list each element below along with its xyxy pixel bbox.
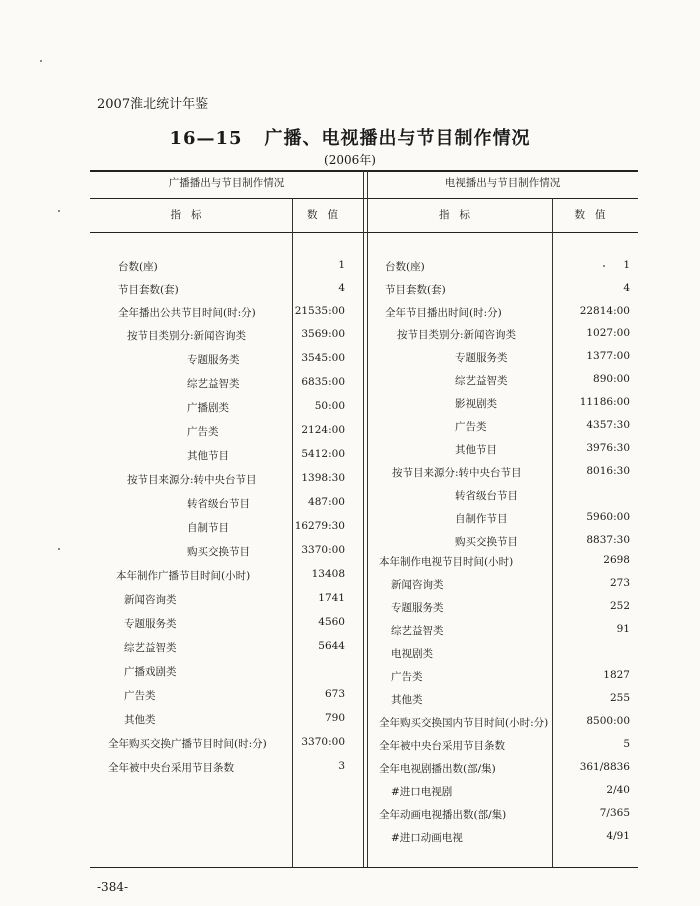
- row-label: 专题服务类: [455, 352, 508, 364]
- row-value: 1377:00: [586, 350, 630, 362]
- row-value: 8500:00: [586, 715, 630, 727]
- row-value: 252: [609, 600, 630, 612]
- row-label: 影视剧类: [455, 398, 497, 410]
- row-label: 节目套数(套): [385, 284, 446, 296]
- row-value: 4560: [318, 616, 345, 628]
- row-value: 4: [338, 282, 345, 294]
- row-label: 新闻咨询类: [391, 579, 444, 591]
- row-value: 1: [623, 259, 630, 271]
- row-value: 4/91: [606, 830, 630, 842]
- divider-line-b: [367, 170, 368, 867]
- row-value: 11186:00: [579, 396, 630, 408]
- row-value: 673: [324, 688, 345, 700]
- row-label: 专题服务类: [124, 618, 177, 630]
- row-value: 1741: [318, 592, 345, 604]
- tv-section-title: 电视播出与节目制作情况: [444, 177, 561, 189]
- row-label: 广播剧类: [187, 402, 229, 414]
- row-label: 按节目来源分:转中央台节目: [392, 467, 522, 479]
- row-value: 255: [609, 692, 630, 704]
- row-value: 361/8836: [579, 761, 630, 773]
- row-label: 综艺益智类: [391, 625, 444, 637]
- row-value: 890:00: [593, 373, 630, 385]
- row-value: 2698: [603, 554, 630, 566]
- table-number: 16—15: [169, 128, 243, 149]
- row-value: 3545:00: [301, 352, 345, 364]
- row-value: 6835:00: [301, 376, 345, 388]
- row-value: 3370:00: [301, 736, 345, 748]
- row-value: 1: [338, 259, 345, 271]
- row-value: 16279:30: [294, 520, 345, 532]
- page-number: -384-: [97, 880, 129, 894]
- row-value: 8837:30: [586, 534, 630, 546]
- row-label: 按节目来源分:转中央台节目: [127, 474, 257, 486]
- row-label: 自制作节目: [455, 513, 508, 525]
- row-label: 台数(座): [118, 261, 158, 273]
- row-value: 3976:30: [586, 442, 630, 454]
- row-label: 购买交换节目: [455, 536, 518, 548]
- row-value: 5412:00: [301, 448, 345, 460]
- row-value: 7/365: [599, 807, 630, 819]
- row-value: 22814:00: [579, 305, 630, 317]
- col-head-rule: [90, 232, 638, 233]
- row-value: 3370:00: [301, 544, 345, 556]
- scan-speck: [58, 210, 60, 212]
- row-label: 广播戏剧类: [124, 666, 177, 678]
- row-value: 5960:00: [586, 511, 630, 523]
- row-label: 转省级台节目: [455, 490, 518, 502]
- row-label: 全年购买交换广播节目时间(时:分): [108, 738, 267, 750]
- row-value: 4: [623, 282, 630, 294]
- row-value: 1027:00: [586, 327, 630, 339]
- row-label: 新闻咨询类: [124, 594, 177, 606]
- row-label: 按节目类别分:新闻咨询类: [127, 330, 247, 342]
- table-year: (2006年): [324, 153, 376, 167]
- row-label: 自制节目: [187, 522, 229, 534]
- section-head-rule: [90, 198, 638, 199]
- row-value: 3569:00: [301, 328, 345, 340]
- row-value: 1398:30: [301, 472, 345, 484]
- row-value: 4357:30: [586, 419, 630, 431]
- row-label: 本年制作广播节目时间(小时): [116, 570, 251, 582]
- row-label: 电视剧类: [391, 648, 433, 660]
- table-title-text: 广播、电视播出与节目制作情况: [264, 128, 531, 149]
- row-label: #进口动画电视: [391, 832, 463, 844]
- row-value: 13408: [311, 568, 345, 580]
- row-label: 其他节目: [187, 450, 229, 462]
- row-label: 全年动画电视播出数(部/集): [379, 809, 507, 821]
- scan-speck: [40, 60, 42, 62]
- row-value: 2124:00: [301, 424, 345, 436]
- tv-col-value: 数值: [574, 209, 616, 221]
- radio-col-indicator: 指标: [170, 209, 212, 221]
- row-value: 487:00: [308, 496, 345, 508]
- row-value: 8016:30: [586, 465, 630, 477]
- table-bottom-rule: [90, 867, 638, 868]
- table-title: [0, 124, 700, 150]
- radio-col-value: 数值: [307, 209, 348, 221]
- row-label: 专题服务类: [391, 602, 444, 614]
- row-label: 其他类: [124, 714, 156, 726]
- table-top-rule: [90, 170, 638, 172]
- row-label: 全年被中央台采用节目条数: [379, 740, 505, 752]
- row-label: 广告类: [124, 690, 156, 702]
- row-label: 全年播出公共节目时间(时:分): [118, 307, 256, 319]
- row-value: 790: [324, 712, 345, 724]
- statistics-table: [90, 170, 638, 867]
- row-label: 广告类: [455, 421, 487, 433]
- row-label: 全年购买交换国内节目时间(小时:分): [379, 717, 549, 729]
- divider-line-a: [363, 170, 364, 867]
- row-label: 全年电视剧播出数(部/集): [379, 763, 496, 775]
- row-value: 3: [338, 760, 345, 772]
- row-label: 本年制作电视节目时间(小时): [379, 556, 514, 568]
- row-label: 广告类: [391, 671, 423, 683]
- radio-section-title: 广播播出与节目制作情况: [168, 177, 285, 189]
- row-label: 全年节目播出时间(时:分): [385, 307, 502, 319]
- row-label: 综艺益智类: [455, 375, 508, 387]
- row-label: 台数(座): [385, 261, 425, 273]
- row-label: 全年被中央台采用节目条数: [108, 762, 234, 774]
- row-value: 5644: [318, 640, 345, 652]
- tv-col-divider: [552, 198, 553, 867]
- row-value: 21535:00: [294, 305, 345, 317]
- row-label: #进口电视剧: [391, 786, 453, 798]
- scan-speck: [603, 265, 605, 267]
- row-label: 专题服务类: [187, 354, 240, 366]
- row-label: 广告类: [187, 426, 219, 438]
- row-value: 273: [609, 577, 630, 589]
- row-label: 其他类: [391, 694, 423, 706]
- scan-speck: [58, 548, 60, 550]
- row-label: 转省级台节目: [187, 498, 250, 510]
- row-label: 按节目类别分:新闻咨询类: [397, 329, 517, 341]
- row-label: 购买交换节目: [187, 546, 250, 558]
- yearbook-header: 2007淮北统计年鉴: [97, 97, 209, 112]
- row-value: 1827: [603, 669, 630, 681]
- tv-col-indicator: 指标: [439, 209, 480, 221]
- radio-col-divider: [292, 198, 293, 867]
- row-value: 2/40: [606, 784, 630, 796]
- row-value: 91: [616, 623, 630, 635]
- row-label: 综艺益智类: [124, 642, 177, 654]
- row-label: 其他节目: [455, 444, 497, 456]
- row-label: 综艺益智类: [187, 378, 240, 390]
- row-label: 节目套数(套): [118, 284, 179, 296]
- row-value: 50:00: [314, 400, 345, 412]
- row-value: 5: [623, 738, 630, 750]
